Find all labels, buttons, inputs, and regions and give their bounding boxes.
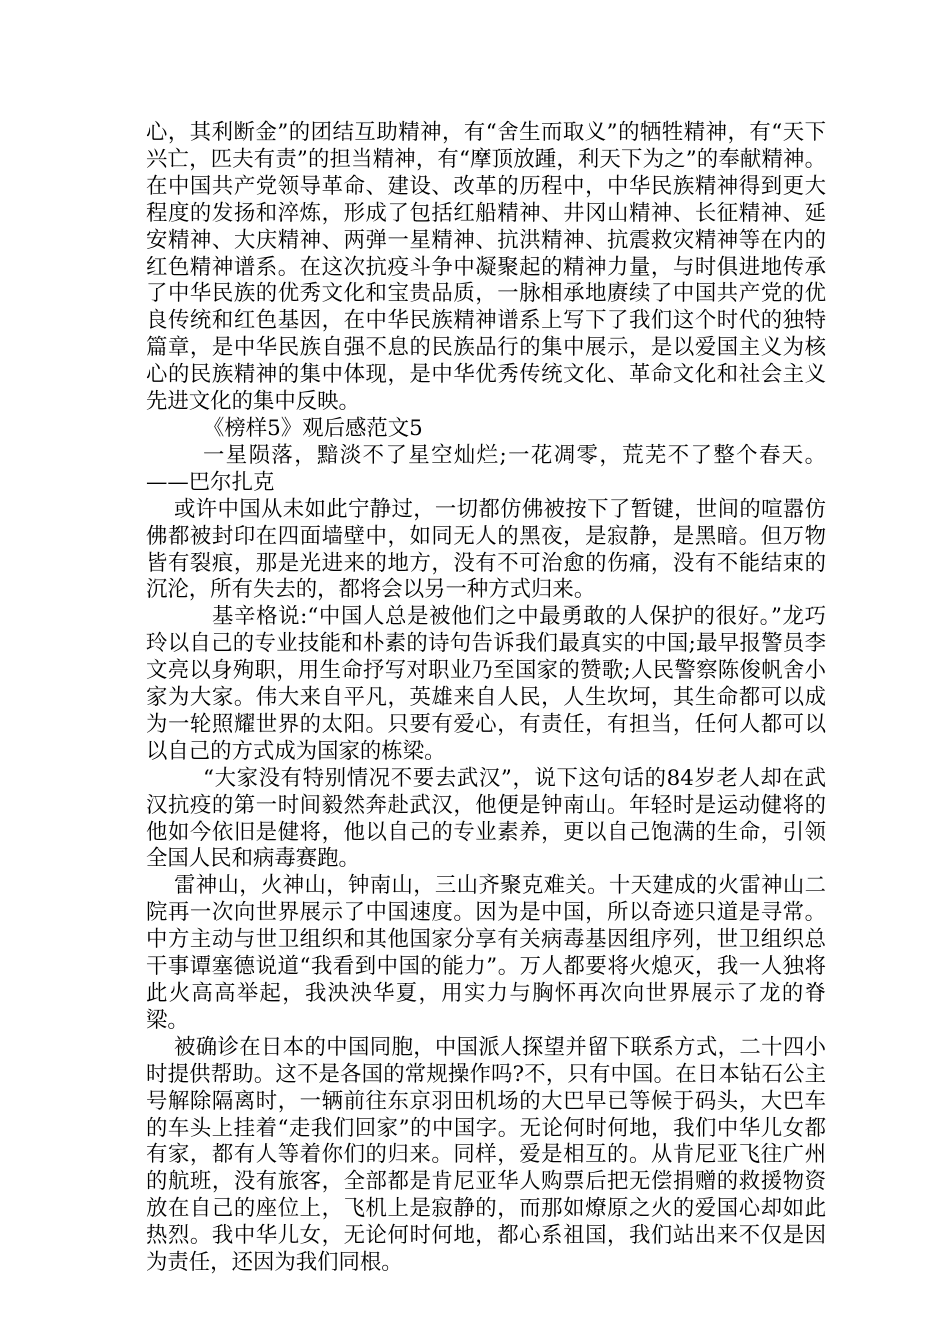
epigraph-quote: 一星陨落，黯淡不了星空灿烂;一花凋零，荒芜不了整个春天。——巴尔扎克 [146, 442, 826, 495]
section-title: 《榜样5》观后感范文5 [203, 415, 423, 441]
paragraph-zhong-nanshan: “大家没有特别情况不要去武汉”，说下这句话的84岁老人却在武汉抗疫的第一时间毅然奔赴武汉，他便是钟南山。年轻时是运动健将的他如今依旧是健将，他以自己的专业素养，更以自己饱满的生命，引领全国人民和病毒赛跑。 [146, 765, 826, 872]
paragraph-national-spirit: 心，其利断金”的团结互助精神，有“舍生而取义”的牺牲精神，有“天下兴亡，匹夫有责”的担当精神，有“摩顶放踵，利天下为之”的奉献精神。在中国共产党领导革命、建设、改革的历程中，中华民族精神得到更大程度的发扬和淬炼，形成了包括红船精神、井冈山精神、长征精神、延安精神、大庆精神、两弹一星精神、抗洪精神、抗震救灾精神等在内的红色精神谱系。在这次抗疫斗争中凝聚起的精神力量，与时俱进地传承了中华民族的优秀文化和宝贵品质，一脉相承地赓续了中国共产党的优良传统和红色基因，在中华民族精神谱系上写下了我们这个时代的独特篇章，是中华民族自强不息的民族品行的集中展示，是以爱国主义为核心的民族精神的集中体现，是中华优秀传统文化、革命文化和社会主义先进文化的集中反映。 [146, 120, 826, 415]
document-page [146, 120, 826, 1277]
paragraph-three-mountains: 雷神山，火神山，钟南山，三山齐聚克难关。十天建成的火雷神山二院再一次向世界展示了中国速度。因为是中国，所以奇迹只道是寻常。中方主动与世卫组织和其他国家分享有关病毒基因组序列，世卫组织总干事谭塞德说道“我看到中国的能力”。万人都要将火熄灭，我一人独将此火高高举起，我泱泱华夏，用实力与胸怀再次向世界展示了龙的脊梁。 [146, 873, 826, 1033]
paragraph-silence: 或许中国从未如此宁静过，一切都仿佛被按下了暂键，世间的喧嚣仿佛都被封印在四面墙壁中，如同无人的黑夜，是寂静，是黑暗。但万物皆有裂痕，那是光进来的地方，没有不可治愈的伤痛，没有不能结束的沉沦，所有失去的，都将会以另一种方式归来。 [146, 496, 826, 603]
paragraph-kissinger: 基辛格说:“中国人总是被他们之中最勇敢的人保护的很好。”龙巧玲以自己的专业技能和朴素的诗句告诉我们最真实的中国;最早报警员李文亮以身殉职，用生命抒写对职业乃至国家的赞歌;人民警察陈俊帆舍小家为大家。伟大来自平凡，英雄来自人民，人生坎坷，其生命都可以成为一轮照耀世界的太阳。只要有爱心，有责任，有担当，任何人都可以以自己的方式成为国家的栋梁。 [146, 604, 826, 764]
paragraph-compatriots: 被确诊在日本的中国同胞，中国派人探望并留下联系方式，二十四小时提供帮助。这不是各国的常规操作吗?不，只有中国。在日本钻石公主号解除隔离时，一辆前往东京羽田机场的大巴早已等候于码头，大巴车的车头上挂着“走我们回家”的中国字。无论何时何地，我们中华儿女都有家，都有人等着你们的归来。同样，爱是相互的。从肯尼亚飞往广州的航班，没有旅客，全部都是肯尼亚华人购票后把无偿捐赠的救援物资放在自己的座位上，飞机上是寂静的，而那如燎原之火的爱国心却如此热烈。我中华儿女，无论何时何地，都心系祖国，我们站出来不仅是因为责任，还因为我们同根。 [146, 1034, 826, 1276]
